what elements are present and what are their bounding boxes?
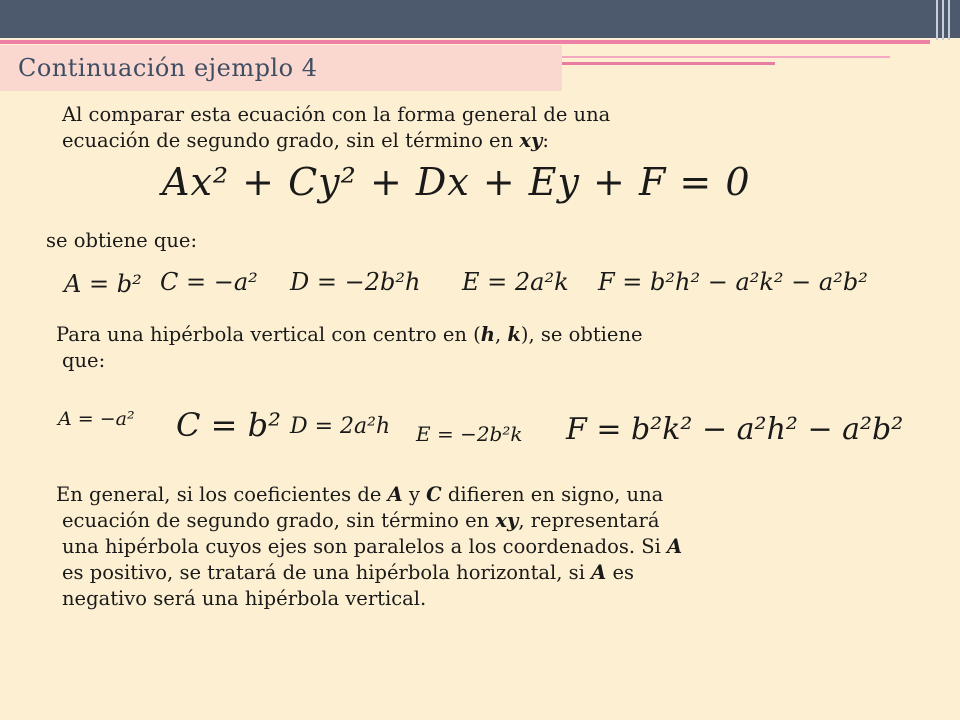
- eq-h-C: C = −a²: [160, 268, 258, 296]
- eq-v-A: A = −a²: [58, 408, 135, 430]
- general-l3: una hipérbola cuyos ejes son paralelos a los coordenados. Si: [62, 535, 661, 558]
- general-A3: A: [591, 561, 607, 584]
- general-C: C: [426, 483, 442, 506]
- eq-h-D: D = −2b²h: [290, 268, 421, 296]
- paragraph-vertical-2: que:: [62, 349, 106, 372]
- vertical-text-a: Para una hipérbola vertical con centro en (: [56, 323, 481, 346]
- intro-xy: xy: [519, 129, 543, 152]
- general-l4-b: es: [612, 561, 635, 584]
- eq-v-C: C = b²: [176, 406, 281, 444]
- paragraph-intro-2: [62, 128, 862, 154]
- top-banner: [0, 0, 960, 38]
- paragraph-vertical: [56, 322, 876, 348]
- eq-v-F: F = b²k² − a²h² − a²b²: [566, 412, 904, 447]
- eq-v-E: E = −2b²k: [416, 422, 523, 446]
- general-A2: A: [667, 535, 683, 558]
- general-xy: xy: [495, 509, 519, 532]
- general-l1-a: En general, si los coeficientes de: [56, 483, 382, 506]
- paragraph-obtains: se obtiene que:: [46, 229, 198, 252]
- paragraph-general-1: [56, 482, 916, 508]
- general-A: A: [387, 483, 403, 506]
- vertical-k: k: [507, 323, 521, 346]
- general-l4-a: es positivo, se tratará de una hipérbola horizontal, si: [62, 561, 585, 584]
- general-equation: Ax² + Cy² + Dx + Ey + F = 0: [162, 160, 751, 204]
- vertical-comma: ,: [494, 323, 508, 346]
- paragraph-general-5: negativo será una hipérbola vertical.: [62, 587, 427, 610]
- slide-title: Continuación ejemplo 4: [6, 45, 562, 91]
- general-y: y: [408, 483, 420, 506]
- vertical-text-b: ), se obtiene: [520, 323, 643, 346]
- eq-v-D: D = 2a²h: [290, 414, 391, 439]
- eq-h-A: A = b²: [64, 270, 142, 298]
- accent-line-short: [560, 62, 775, 65]
- accent-line-thin: [560, 56, 890, 58]
- eq-h-F: F = b²h² − a²k² − a²b²: [598, 268, 868, 296]
- right-decoration: [932, 0, 960, 720]
- general-l2-b: , representará: [518, 509, 660, 532]
- vertical-h: h: [480, 323, 495, 346]
- eq-h-E: E = 2a²k: [462, 268, 569, 296]
- intro-line-1: Al comparar esta ecuación con la forma general de una: [62, 103, 611, 126]
- intro-line-2: ecuación de segundo grado, sin el término en: [62, 129, 514, 152]
- general-l2-a: ecuación de segundo grado, sin término en: [62, 509, 490, 532]
- general-l1-b: difieren en signo, una: [447, 483, 664, 506]
- paragraph-general-4: [62, 560, 922, 586]
- paragraph-intro: [62, 102, 862, 128]
- paragraph-general-2: [62, 508, 922, 534]
- intro-colon: :: [542, 129, 549, 152]
- paragraph-general-3: [62, 534, 922, 560]
- accent-line: [0, 40, 930, 44]
